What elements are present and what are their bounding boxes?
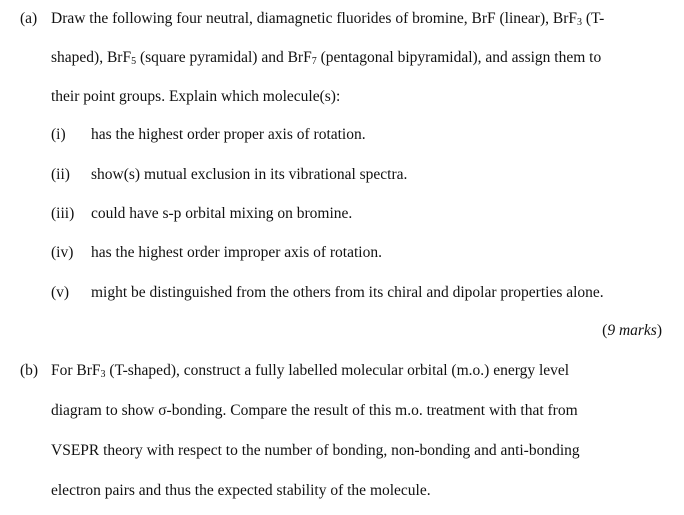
item-ii-label: (ii): [51, 166, 70, 183]
item-iv-label: (iv): [51, 244, 74, 261]
part-a-line-2-end: (pentagonal bipyramidal), and assign them to: [316, 49, 602, 66]
item-v-text: might be distinguished from the others from its chiral and dipolar properties alone.: [91, 284, 604, 301]
part-b-line-4: electron pairs and thus the expected stability of the molecule.: [51, 482, 431, 499]
part-b-line-1-subscript: 3: [100, 369, 106, 380]
part-a-line-1: [51, 9, 604, 29]
part-a-marks: [602, 321, 662, 341]
part-a-line-2-mid: (square pyramidal) and BrF: [136, 49, 312, 66]
item-i-text: has the highest order proper axis of rotation.: [91, 126, 366, 143]
part-b-line-1: [51, 361, 569, 381]
part-a-line-1-subscript: 3: [577, 17, 583, 28]
part-a-line-2-subscript-1: 5: [131, 56, 137, 67]
item-v-label: (v): [51, 284, 70, 301]
marks-open-paren: (: [602, 322, 608, 339]
item-i-label: (i): [51, 126, 66, 143]
part-b-line-1-start: For BrF: [51, 362, 101, 379]
part-a-line-2-subscript-2: 7: [311, 56, 317, 67]
item-iii-label: (iii): [51, 205, 75, 222]
part-a-line-2-start: shaped), BrF: [51, 49, 132, 66]
part-a-line-1-text: Draw the following four neutral, diamagnetic fluorides of bromine, BrF (linear), BrF: [51, 10, 578, 27]
item-iii-text: could have s-p orbital mixing on bromine.: [91, 205, 353, 222]
marks-value: 9 marks: [607, 322, 657, 339]
part-a-line-3: their point groups. Explain which molecule(s):: [51, 88, 341, 105]
part-a-label: (a): [20, 10, 38, 27]
part-a-line-2: [51, 48, 601, 68]
part-b-line-3: VSEPR theory with respect to the number of bonding, non-bonding and anti-bonding: [51, 442, 580, 459]
part-b-line-1-end: (T-shaped), construct a fully labelled molecular orbital (m.o.) energy level: [105, 362, 570, 379]
marks-close-paren: ): [656, 322, 662, 339]
part-b-line-2: diagram to show σ-bonding. Compare the result of this m.o. treatment with that from: [51, 402, 578, 419]
part-b-label: (b): [20, 362, 39, 379]
item-iv-text: has the highest order improper axis of rotation.: [91, 244, 382, 261]
item-ii-text: show(s) mutual exclusion in its vibrational spectra.: [91, 166, 408, 183]
part-a-line-1-end: (T-: [582, 10, 605, 27]
